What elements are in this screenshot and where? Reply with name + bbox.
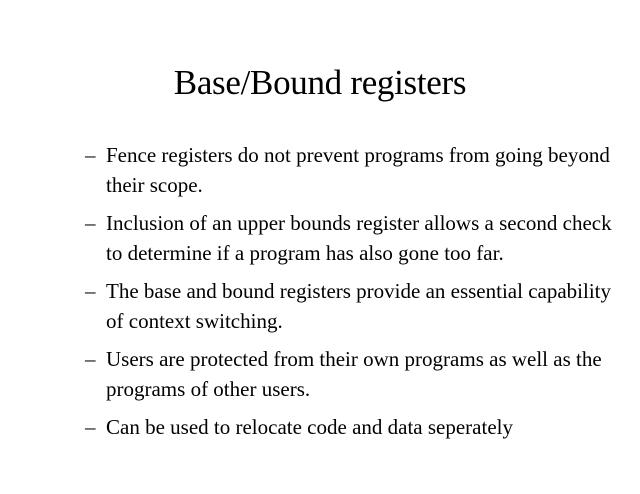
bullet-text: Fence registers do not prevent programs from going beyond their scope. (106, 143, 610, 197)
bullet-item (85, 344, 615, 404)
bullet-dash: – (85, 211, 96, 235)
slide-title: Base/Bound registers (173, 63, 467, 102)
bullet-text: Can be used to relocate code and data seperately (106, 415, 513, 439)
bullet-dash: – (85, 143, 96, 167)
bullet-item (85, 276, 615, 336)
bullet-text: Inclusion of an upper bounds register allows a second check to determine if a program has also gone too far. (106, 211, 612, 265)
bullet-item (85, 412, 615, 442)
bullet-dash: – (85, 415, 96, 439)
bullet-dash: – (85, 279, 96, 303)
bullet-item (85, 208, 615, 268)
bullet-text: Users are protected from their own programs as well as the programs of other users. (106, 347, 602, 401)
bullet-text: The base and bound registers provide an essential capability of context switching. (106, 279, 612, 333)
bullet-list (85, 140, 615, 450)
bullet-dash: – (85, 347, 96, 371)
bullet-item (85, 140, 615, 200)
